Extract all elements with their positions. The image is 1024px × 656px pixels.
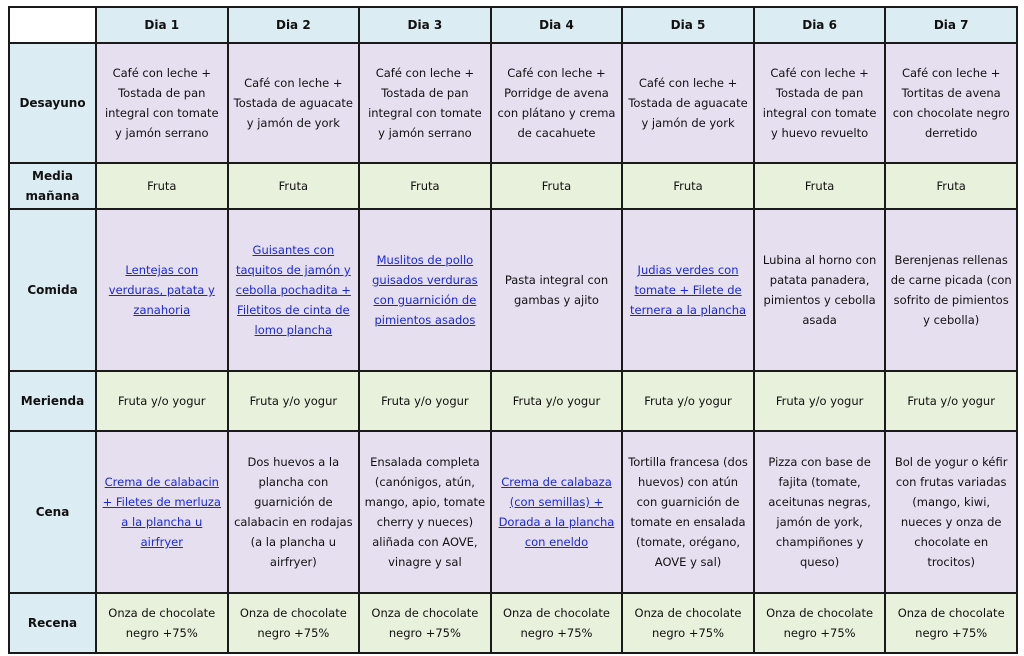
meal-cell[interactable] <box>96 431 228 593</box>
meal-cell: Fruta y/o yogur <box>885 371 1017 431</box>
meal-cell: Fruta y/o yogur <box>754 371 886 431</box>
meal-cell: Café con leche + Tostada de aguacate y jamón de york <box>622 43 754 163</box>
meal-label: Merienda <box>9 371 96 431</box>
meal-cell: Café con leche + Tostada de aguacate y jamón de york <box>228 43 360 163</box>
meal-cell: Fruta <box>885 163 1017 209</box>
meal-cell: Café con leche + Tostada de pan integral con tomate y jamón serrano <box>359 43 491 163</box>
meal-cell: Café con leche + Tostada de pan integral con tomate y huevo revuelto <box>754 43 886 163</box>
meal-cell: Café con leche + Tostada de pan integral con tomate y jamón serrano <box>96 43 228 163</box>
meal-cell: Onza de chocolate negro +75% <box>491 593 623 653</box>
meal-cell: Onza de chocolate negro +75% <box>754 593 886 653</box>
meal-cell[interactable] <box>491 431 623 593</box>
meal-cell: Café con leche + Porridge de avena con plátano y crema de cacahuete <box>491 43 623 163</box>
meal-cell: Pizza con base de fajita (tomate, aceitunas negras, jamón de york, champiñones y queso) <box>754 431 886 593</box>
meal-cell[interactable] <box>228 209 360 371</box>
meal-cell: Ensalada completa (canónigos, atún, mango, apio, tomate cherry y nueces) aliñada con AOVE, vinagre y sal <box>359 431 491 593</box>
day-header-3: Dia 3 <box>359 7 491 43</box>
meal-cell: Fruta <box>754 163 886 209</box>
meal-row-cena <box>9 431 1017 593</box>
meal-cell: Fruta y/o yogur <box>622 371 754 431</box>
meal-cell: Fruta <box>96 163 228 209</box>
meal-label: Recena <box>9 593 96 653</box>
day-header-7: Dia 7 <box>885 7 1017 43</box>
meal-cell: Café con leche + Tortitas de avena con chocolate negro derretido <box>885 43 1017 163</box>
meal-cell: Dos huevos a la plancha con guarnición de calabacin en rodajas (a la plancha u airfryer) <box>228 431 360 593</box>
meal-cell: Onza de chocolate negro +75% <box>885 593 1017 653</box>
meal-cell: Fruta <box>228 163 360 209</box>
meal-cell: Onza de chocolate negro +75% <box>228 593 360 653</box>
meal-cell: Fruta y/o yogur <box>359 371 491 431</box>
recipe-link[interactable]: Muslitos de pollo guisados verduras con guarnición de pimientos asados <box>372 253 478 327</box>
meal-cell[interactable] <box>622 209 754 371</box>
corner-cell <box>9 7 96 43</box>
meal-label: Comida <box>9 209 96 371</box>
meal-cell: Berenjenas rellenas de carne picada (con sofrito de pimientos y cebolla) <box>885 209 1017 371</box>
meal-cell: Lubina al horno con patata panadera, pimientos y cebolla asada <box>754 209 886 371</box>
meal-cell: Bol de yogur o kéfir con frutas variadas (mango, kiwi, nueces y onza de chocolate en trocitos) <box>885 431 1017 593</box>
meal-cell: Onza de chocolate negro +75% <box>359 593 491 653</box>
meal-row-merienda <box>9 371 1017 431</box>
recipe-link[interactable]: Judias verdes con tomate + Filete de ternera a la plancha <box>630 263 747 317</box>
meal-row-desayuno <box>9 43 1017 163</box>
meal-row-media-manana <box>9 163 1017 209</box>
recipe-link[interactable]: Crema de calabacin + Filetes de merluza a la plancha u airfryer <box>102 475 221 549</box>
meal-cell: Onza de chocolate negro +75% <box>96 593 228 653</box>
meal-cell: Fruta <box>622 163 754 209</box>
day-header-6: Dia 6 <box>754 7 886 43</box>
meal-label: Cena <box>9 431 96 593</box>
meal-cell[interactable] <box>96 209 228 371</box>
meal-cell: Fruta <box>491 163 623 209</box>
meal-cell: Fruta y/o yogur <box>228 371 360 431</box>
day-header-4: Dia 4 <box>491 7 623 43</box>
meal-cell[interactable] <box>359 209 491 371</box>
meal-cell: Fruta y/o yogur <box>96 371 228 431</box>
meal-cell: Tortilla francesa (dos huevos) con atún con guarnición de tomate en ensalada (tomate, orégano, AOVE y sal) <box>622 431 754 593</box>
meal-label: Desayuno <box>9 43 96 163</box>
meal-cell: Fruta y/o yogur <box>491 371 623 431</box>
meal-row-recena <box>9 593 1017 653</box>
day-header-2: Dia 2 <box>228 7 360 43</box>
day-header-1: Dia 1 <box>96 7 228 43</box>
meal-label: Media mañana <box>9 163 96 209</box>
recipe-link[interactable]: Guisantes con taquitos de jamón y cebolla pochadita + Filetitos de cinta de lomo plancha <box>235 243 351 337</box>
meal-cell: Fruta <box>359 163 491 209</box>
meal-cell: Onza de chocolate negro +75% <box>622 593 754 653</box>
meal-cell: Pasta integral con gambas y ajito <box>491 209 623 371</box>
day-header-5: Dia 5 <box>622 7 754 43</box>
recipe-link[interactable]: Lentejas con verduras, patata y zanahoria <box>108 263 215 317</box>
meal-row-comida <box>9 209 1017 371</box>
recipe-link[interactable]: Crema de calabaza (con semillas) + Dorada a la plancha con eneldo <box>498 475 615 549</box>
weekly-meal-plan-table <box>8 6 1018 654</box>
header-row <box>9 7 1017 43</box>
